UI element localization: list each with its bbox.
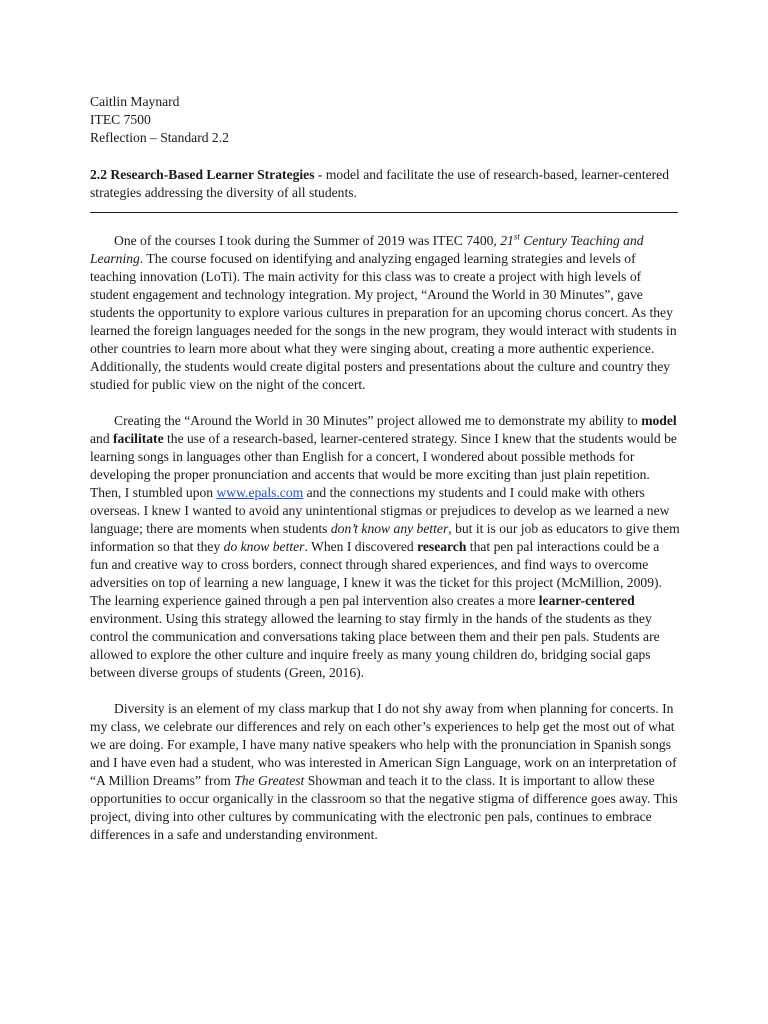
p2-text-1: Creating the “Around the World in 30 Minutes” project allowed me to demonstrate my ability to — [114, 413, 642, 428]
p2-text-2: and — [90, 431, 114, 446]
p2-bold-facilitate: facilitate — [113, 431, 164, 446]
p2-text-5: , but it is our job as educators to give them information so that they — [90, 521, 680, 554]
epals-link[interactable]: www.epals.com — [216, 485, 304, 500]
document-page — [90, 93, 680, 862]
p1-course-rest: Century Teaching and Learning — [90, 233, 644, 266]
p2-bold-research: research — [417, 539, 467, 554]
p2-bold-learner-centered: learner-centered — [538, 593, 635, 608]
p1-course-sup: st — [513, 231, 520, 242]
p2-italic-1: don’t know any better — [330, 521, 449, 536]
p1-text-1: One of the courses I took during the Summer of 2019 was ITEC 7400, — [114, 233, 501, 248]
paragraph-3 — [90, 700, 680, 844]
author-name: Caitlin Maynard — [90, 94, 180, 109]
paragraph-2 — [90, 412, 680, 682]
p3-italic-title: The Greatest — [234, 773, 305, 788]
p2-text-3: the use of a research-based, learner-centered strategy. Since I knew that the students would be learning songs in languages other than English for a concert, I wondered about possible methods for developing the proper pronunciation and accents that would be more exciting than just plain repetition. Then, I stumbled upon — [90, 431, 677, 500]
paragraph-1 — [90, 232, 680, 394]
p2-text-4: and the connections my students and I could make with others overseas. I knew I wanted to avoid any unintentional stigmas or prejudices to develop as we learned a new language; there are moments when students — [90, 485, 670, 536]
p3-text-1: Diversity is an element of my class markup that I do not shy away from when planning for concerts. In my class, we celebrate our differences and rely on each other’s experiences to help get the most out of what we are doing. For example, I have many native speakers who help with the pronunciation in Spanish songs and I have even had a student, who was interested in American Sign Language, work on an interpretation of “A Million Dreams” from — [90, 701, 677, 788]
standard-statement — [90, 166, 680, 202]
horizontal-divider — [90, 212, 678, 213]
p2-text-8: environment. Using this strategy allowed the learning to stay firmly in the hands of the students as they control the communication and conversations taking place between them and their pen pals. Students are allowed to explore the other culture and inquire freely as many young children do, bridging social gaps between diverse groups of students (Green, 2016). — [90, 611, 660, 680]
p2-italic-2: do know better — [223, 539, 305, 554]
p3-text-2: Showman and teach it to the class. It is important to allow these opportunities to occur organically in the classroom so that the negative stigma of difference goes away. This project, diving into other cultures by communicating with the electronic pen pals, continues to embrace differences in a safe and understanding environment. — [90, 773, 678, 842]
p2-text-7: that pen pal interactions could be a fun and creative way to cross borders, connect through shared experiences, and find ways to overcome adversities on top of learning a new language, I knew it was the ticket for this project (McMillion, 2009). The learning experience gained through a pen pal intervention also creates a more — [90, 539, 662, 608]
course-code: ITEC 7500 — [90, 112, 151, 127]
document-title: Reflection – Standard 2.2 — [90, 130, 229, 145]
standard-description: - model and facilitate the use of research-based, learner-centered strategies addressing the diversity of all students. — [90, 167, 669, 200]
p2-bold-model: model — [641, 413, 677, 428]
p1-text-2: . The course focused on identifying and analyzing engaged learning strategies and levels of teaching innovation (LoTi). The main activity for this class was to create a project with high levels of student engagement and technology integration. My project, “Around the World in 30 Minutes”, gave students the opportunity to explore various cultures in preparation for an upcoming chorus concert. As they learned the foreign languages needed for the songs in the new program, they would interact with students in other countries to learn more about what they were singing about, creating a more authentic experience. Additionally, the students would create digital posters and presentations about the culture and country they studied for public view on the night of the concert. — [90, 251, 677, 392]
standard-label: 2.2 Research-Based Learner Strategies — [90, 167, 315, 182]
p2-text-6: . When I discovered — [304, 539, 418, 554]
p1-course-num: 21 — [500, 233, 514, 248]
